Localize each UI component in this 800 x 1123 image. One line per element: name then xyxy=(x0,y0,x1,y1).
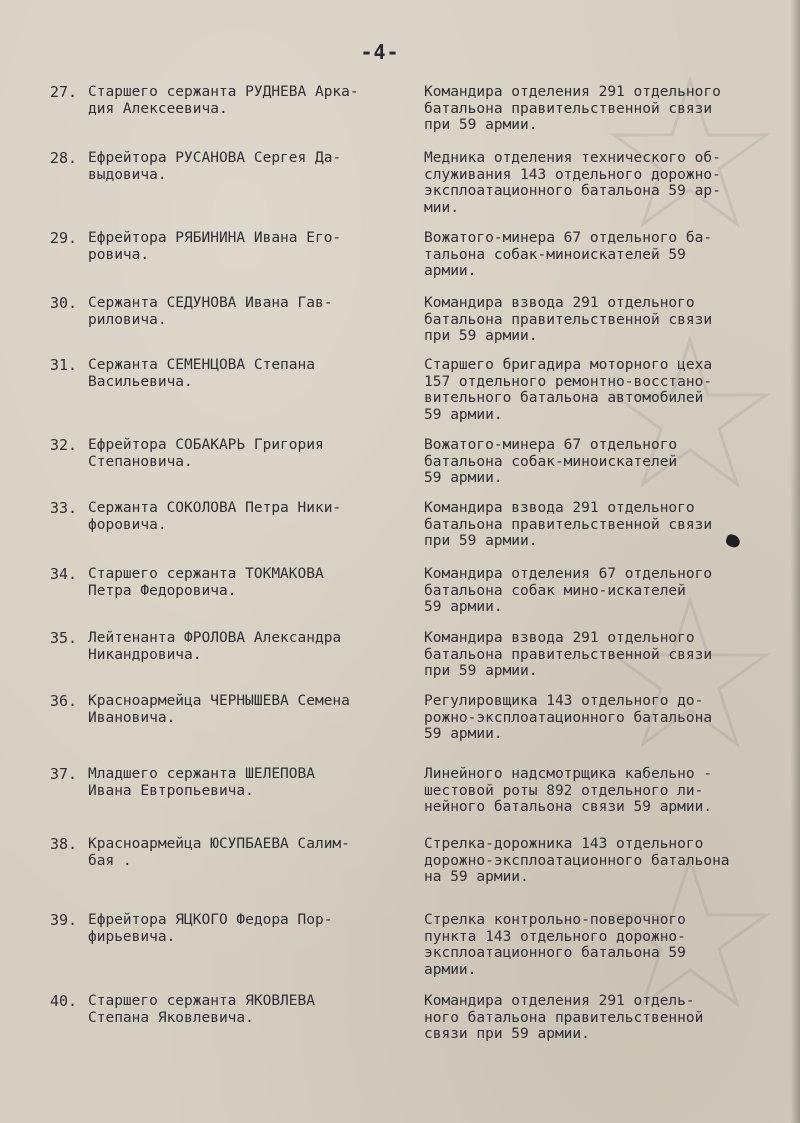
entry-person: Ефрейтора СОБАКАРЬ Григория Степановича. xyxy=(88,437,324,470)
entry-person: Лейтенанта ФРОЛОВА Александра Никандровича. xyxy=(88,630,342,663)
entry-number: 39. xyxy=(50,911,78,929)
entry-person: Старшего сержанта РУДНЕВА Арка- дия Алексеевича. xyxy=(88,84,359,117)
entry-position: Командира взвода 291 отдельного батальона правительственной связи при 59 армии. xyxy=(424,500,713,549)
entry-position: Командира отделения 67 отдельного батальона собак мино-искателей 59 армии. xyxy=(424,566,713,615)
entry-number: 32. xyxy=(50,436,78,454)
entry-position: Медника отделения технического об- служивания 143 отдельного дорожно- эксплоатационного батальона 59 ар- мии. xyxy=(424,150,721,216)
entry-person: Ефрейтора РУСАНОВА Сергея Да- выдовича. xyxy=(88,150,342,183)
entry-person: Красноармейца ЮСУПБАЕВА Салим- бая . xyxy=(88,836,350,869)
entry-person: Старшего сержанта ЯКОВЛЕВА Степана Яковлевича. xyxy=(88,993,315,1026)
entry-person: Ефрейтора РЯБИНИНА Ивана Его- ровича. xyxy=(88,230,342,263)
entry-number: 33. xyxy=(50,499,78,517)
entry-position: Регулировщика 143 отдельного до- рожно-эксплоатационного батальона 59 армии. xyxy=(424,693,713,742)
entry-person: Ефрейтора ЯЦКОГО Федора Пор- фирьевича. xyxy=(88,912,333,945)
entry-number: 35. xyxy=(50,629,78,647)
entry-number: 27. xyxy=(50,83,78,101)
entry-person: Старшего сержанта ТОКМАКОВА Петра Федоровича. xyxy=(88,566,324,599)
entry-position: Стрелка-дорожника 143 отдельного дорожно-эксплоатационного батальона на 59 армии. xyxy=(424,836,730,885)
entry-number: 36. xyxy=(50,692,78,710)
entry-number: 38. xyxy=(50,835,78,853)
entry-position: Командира отделения 291 отдельного батальона правительственной связи при 59 армии. xyxy=(424,84,721,133)
entry-number: 31. xyxy=(50,356,78,374)
entry-person: Сержанта СОКОЛОВА Петра Ники- форовича. xyxy=(88,500,342,533)
entry-number: 37. xyxy=(50,765,78,783)
entry-number: 29. xyxy=(50,229,78,247)
entry-number: 28. xyxy=(50,149,78,167)
entry-position: Линейного надсмотрщика кабельно - шестовой роты 892 отдельного ли- нейного батальона связи 59 армии. xyxy=(424,766,713,815)
entry-number: 30. xyxy=(50,294,78,312)
entry-position: Вожатого-минера 67 отдельного батальона собак-миноискателей 59 армии. xyxy=(424,437,678,486)
entry-number: 40. xyxy=(50,992,78,1010)
entry-position: Командира взвода 291 отдельного батальона правительственной связи при 59 армии. xyxy=(424,295,713,344)
entry-person: Красноармейца ЧЕРНЫШЕВА Семена Ивановича. xyxy=(88,693,350,726)
entry-person: Сержанта СЕДУНОВА Ивана Гав- риловича. xyxy=(88,295,333,328)
entry-person: Младшего сержанта ШЕЛЕПОВА Ивана Евтропьевича. xyxy=(88,766,315,799)
entry-position: Вожатого-минера 67 отдельного ба- тальона собак-миноискателей 59 армии. xyxy=(424,230,713,279)
entry-person: Сержанта СЕМЕНЦОВА Степана Васильевича. xyxy=(88,357,315,390)
entry-position: Командира отделения 291 отдель- ного батальона правительственной связи при 59 армии. xyxy=(424,993,704,1042)
page-number: -4- xyxy=(360,40,400,64)
entry-position: Стрелка контрольно-поверочного пункта 143 отдельного дорожно- эксплоатационного батальона 59 армии. xyxy=(424,912,686,978)
entry-number: 34. xyxy=(50,565,78,583)
entry-position: Командира взвода 291 отдельного батальона правительственной связи при 59 армии. xyxy=(424,630,713,679)
entry-position: Старшего бригадира моторного цеха 157 отдельного ремонтно-восстано- вительного батальона автомобилей 59 армии. xyxy=(424,357,713,423)
